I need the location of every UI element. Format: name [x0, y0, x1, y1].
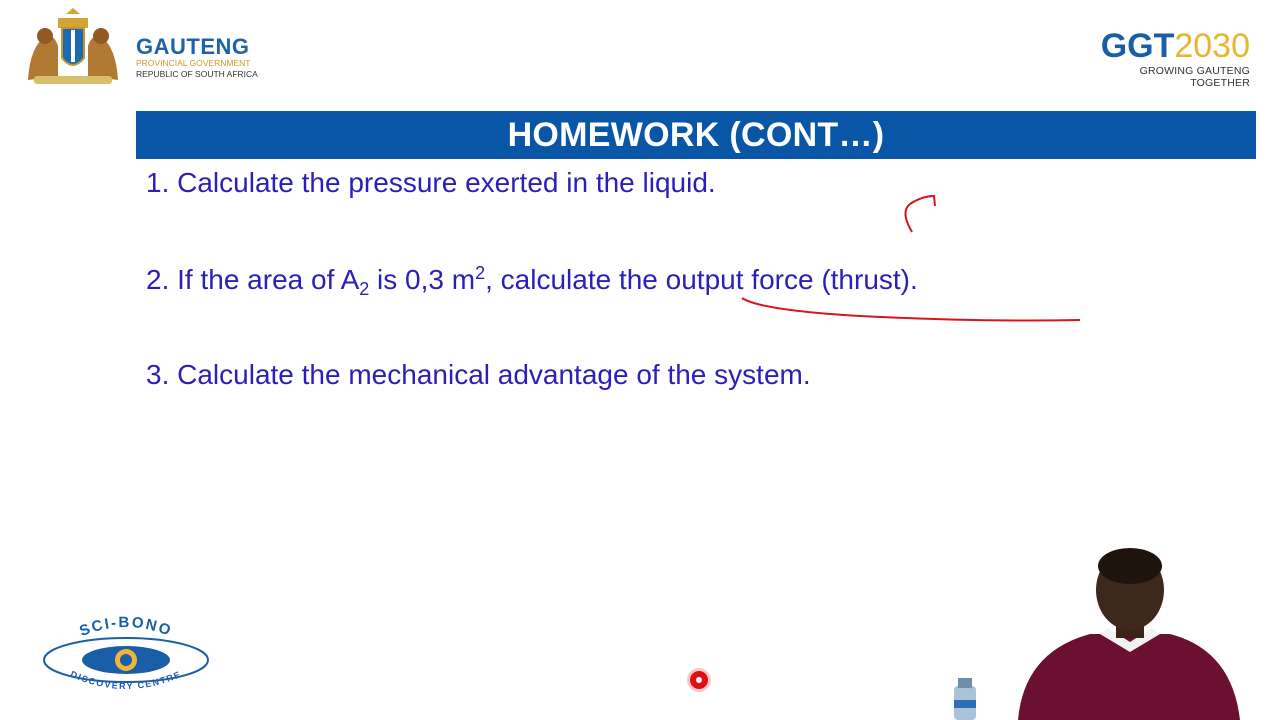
question-text-mid: is 0,3 m [369, 264, 476, 295]
question-1 [146, 167, 716, 199]
presenter-video-icon [940, 540, 1270, 720]
question-text: Calculate the mechanical advantage of the system. [177, 359, 811, 390]
slide-title: HOMEWORK (CONT…) [507, 115, 885, 154]
gauteng-title: GAUTENG [136, 34, 250, 59]
coat-of-arms-icon [18, 6, 130, 90]
question-number: 2. [146, 264, 170, 295]
question-number: 3. [146, 359, 170, 390]
superscript-2: 2 [475, 263, 486, 283]
question-3 [146, 359, 811, 391]
sci-bono-bottom-text: DISCOVERY CENTRE [69, 668, 184, 692]
question-number: 1. [146, 167, 170, 198]
ggt2030-logo [1080, 27, 1250, 89]
slide-title-banner [136, 111, 1256, 159]
gauteng-logo [18, 6, 258, 90]
gauteng-subtitle-2: REPUBLIC OF SOUTH AFRICA [136, 69, 258, 79]
svg-text:SCI-BONO [77, 614, 174, 640]
annotation-mark [905, 196, 935, 232]
red-dot-pointer-icon [686, 667, 712, 693]
ggt2030-tagline: GROWING GAUTENG TOGETHER [1139, 65, 1250, 89]
gauteng-subtitle-1: PROVINCIAL GOVERNMENT [136, 58, 251, 68]
annotation-underline [742, 298, 1080, 321]
question-text-after: , calculate the output force (thrust). [485, 264, 918, 295]
subscript-2: 2 [359, 279, 370, 299]
sci-bono-logo [40, 612, 212, 698]
question-text: Calculate the pressure exerted in the liquid. [177, 167, 716, 198]
ggt2030-wordmark: GGT2030 [1100, 27, 1250, 65]
question-text-before: If the area of A [177, 264, 360, 295]
question-2 [146, 263, 918, 300]
sci-bono-top-text: SCI-BONO [77, 613, 175, 641]
